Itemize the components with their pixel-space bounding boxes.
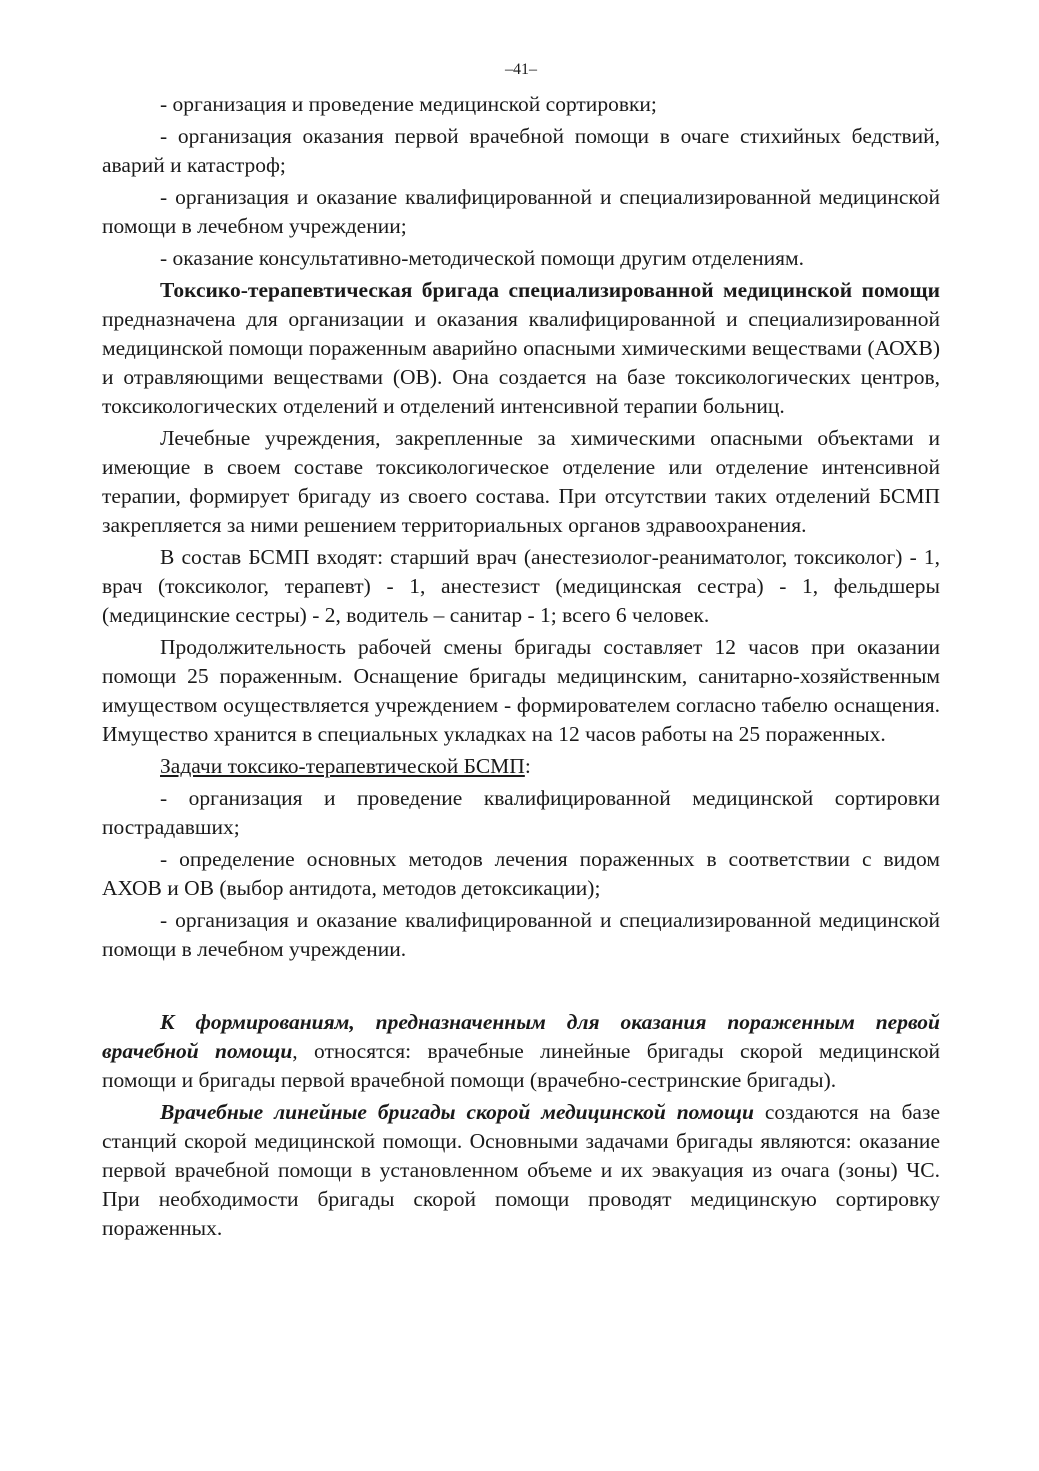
first-aid-lead: К формированиям, предназначенным для оказания пораженным первой врачебной помощи — [102, 1010, 940, 1063]
toxic-team-title: Токсико-терапевтическая бригада специализированной медицинской помощи — [160, 278, 940, 302]
body-paragraph: Лечебные учреждения, закрепленные за химическими опасными объектами и имеющие в своем составе токсикологическое отделение или отделение интенсивной терапии, формирует бригаду из своего состава. При отсутствии таких отделений БСМП закрепляется за ними решением территориальных органов здравоохранения. — [102, 426, 940, 537]
list-item: - организация и проведение квалифицированной медицинской сортировки пострадавших; — [102, 786, 940, 839]
first-aid-paragraph — [102, 1008, 940, 1095]
tasks-heading: Задачи токсико-терапевтической БСМП — [160, 754, 525, 778]
tasks-heading-colon: : — [524, 754, 531, 778]
toxic-team-paragraph — [102, 276, 940, 421]
list-item: - организация оказания первой врачебной помощи в очаге стихийных бедствий, аварий и катастроф; — [102, 124, 940, 177]
first-aid-text: , относятся: врачебные линейные бригады скорой медицинской помощи и бригады первой врачебной помощи (врачебно-сестринские бригады). — [102, 1039, 940, 1092]
list-item: - оказание консультативно-методической помощи другим отделениям. — [160, 246, 804, 270]
ambulance-lead: Врачебные линейные бригады скорой медицинской помощи — [160, 1100, 754, 1124]
list-item: - организация и оказание квалифицированной и специализированной медицинской помощи в лечебном учреждении. — [102, 908, 940, 961]
page-number: –41– — [505, 61, 537, 78]
document-page — [102, 60, 940, 1243]
list-item: - организация и проведение медицинской сортировки; — [160, 92, 657, 116]
toxic-team-text: предназначена для организации и оказания квалифицированной и специализированной медицинской помощи пораженным аварийно опасными химическими веществами (АОХВ) и отравляющими веществами (ОВ). Она создается на базе токсикологических центров, токсикологических отделений и отделений интенсивной терапии больниц. — [102, 307, 940, 418]
tasks-heading-line — [102, 752, 940, 781]
list-item: - определение основных методов лечения пораженных в соответствии с видом АХОВ и ОВ (выбор антидота, методов детоксикации); — [102, 847, 940, 900]
ambulance-paragraph — [102, 1098, 940, 1243]
ambulance-text: создаются на базе станций скорой медицинской помощи. Основными задачами бригады являются: оказание первой врачебной помощи в установленном объеме и их эвакуация из очага (зоны) ЧС. При необходимости бригады скорой помощи проводят медицинскую сортировку пораженных. — [102, 1100, 940, 1240]
list-item: - организация и оказание квалифицированной и специализированной медицинской помощи в лечебном учреждении; — [102, 185, 940, 238]
body-paragraph: Продолжительность рабочей смены бригады составляет 12 часов при оказании помощи 25 пораженным. Оснащение бригады медицинским, санитарно-хозяйственным имуществом осуществляется учреждением - формирователем согласно табелю оснащения. Имущество хранится в специальных укладках на 12 часов работы на 25 пораженных. — [102, 635, 940, 746]
body-paragraph: В состав БСМП входят: старший врач (анестезиолог-реаниматолог, токсиколог) - 1, врач (токсиколог, терапевт) - 1, анестезист (медицинская сестра) - 1, фельдшеры (медицинские сестры) - 2, водитель – санитар - 1; всего 6 человек. — [102, 545, 940, 627]
